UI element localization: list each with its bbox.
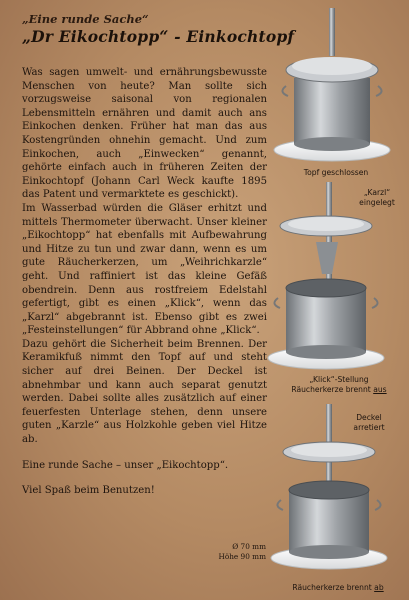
caption-klick-line2 [274,385,404,395]
caption-arretiert-line1: Deckel [356,413,382,422]
caption-bottom-underlined: ab [374,583,384,592]
caption-karzl-line1: „Karzl“ [363,188,391,197]
caption-klick-underlined: aus [373,385,387,394]
paragraph-round-thing: Eine runde Sache – unser „Eikochtopp“. [22,459,229,471]
subtitle: „Eine runde Sache“ [22,12,149,26]
caption-klick-position [274,375,404,395]
paragraph-safety: Dazu gehört die Sicherheit beim Brennen. Der Keramikfuß nimmt den Topf auf und steht sicher auf drei Beinen. Der Deckel ist abnehmbar und kann auch separat genutzt werden. Dabei sollte alles zusätzlich auf einer feuerfesten Unterlage stehen, denn unsere guten „Karzle“ aus Holzkohle geben viel Hitze ab. [22,338,267,446]
caption-klick-line1: „Klick“-Stellung [309,375,369,384]
caption-closed: Topf geschlossen [303,168,369,177]
dimensions [218,542,266,562]
pot-closed-image [268,8,396,168]
caption-lid-locked [344,413,394,433]
caption-arretiert-line2: arretiert [353,423,385,432]
dimension-height: Höhe 90 mm [218,552,266,561]
article-body [22,66,267,498]
paragraph-have-fun: Viel Spaß beim Benutzen! [22,485,155,497]
caption-karzl-line2: eingelegt [359,198,395,207]
caption-karzl-inserted [352,188,402,208]
paragraph-intro: Was sagen umwelt- und ernährungsbewusste Menschen von heute? Man sollte sich vorzugsweise saisonal von regionalen Lebensmitteln ernähren und damit auch ans Einkochen denken. Früher hat man das aus Kostengründen ohnehin gemacht. Und zum Einkochen, auch „Einwecken“ genannt, gehörte einfach auch in früheren Zeiten der Einkochtopf (Johann Carl Weck kaufte 1895 das Patent und vermarktete es geschickt). [22,67,267,201]
caption-burning-down [272,583,404,593]
pot-open-image [262,182,396,372]
dimension-diameter: Ø 70 mm [232,542,266,551]
caption-klick-prefix: Räucherkerze brennt [291,385,374,394]
page-title: „Dr Eikochtopp“ - Einkochtopf [22,27,295,46]
caption-bottom-prefix: Räucherkerze brennt [292,583,375,592]
paragraph-water-bath: Im Wasserbad würden die Gläser erhitzt und mittels Thermometer überwacht. Unser kleiner „Eikochtopp“ hat ebenfalls mit Aufbewahrung und Hitze zu tun und zwar dann, wenn es um gute Räucherkerzen, um „Weihrichkarzle“ geht. Und raffiniert ist das kleine Gefäß obendrein. Denn aus rostfreiem Edelstahl gefertigt, gibt es einen „Klick“, wenn das „Karzl“ abgebrannt ist. Ebenso gibt es zwei „Festeinstellungen“ für Abbrand ohne „Klick“. [22,202,267,337]
